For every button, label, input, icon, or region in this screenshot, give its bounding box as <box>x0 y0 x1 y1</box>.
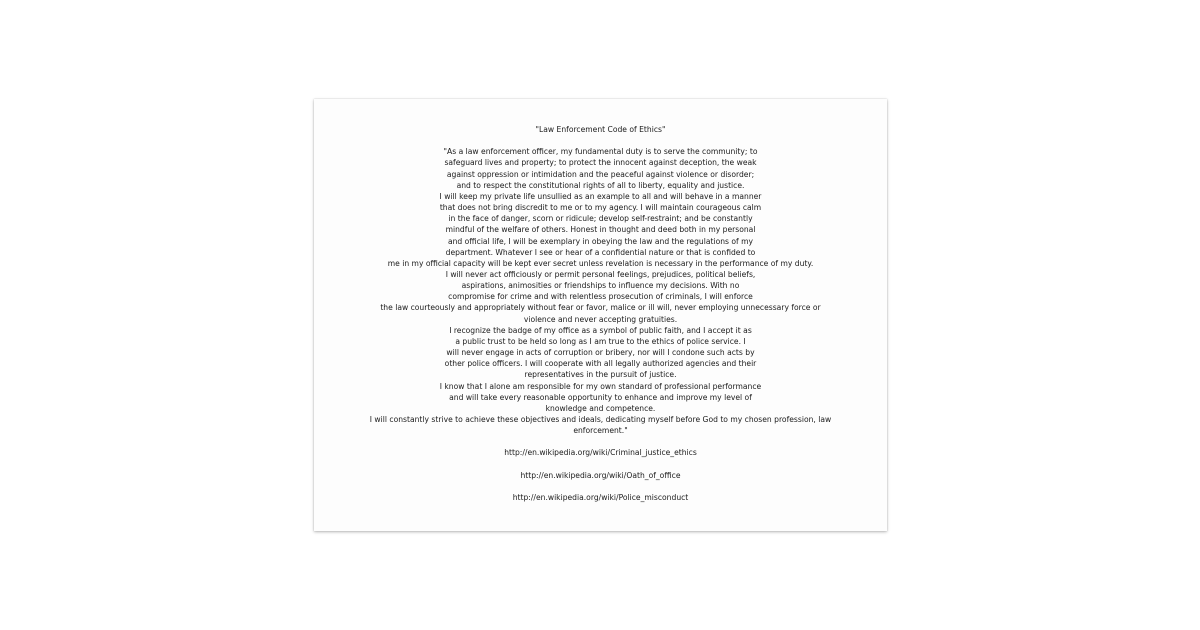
body-line: knowledge and competence. <box>545 403 656 413</box>
reference-link-police-misconduct: http://en.wikipedia.org/wiki/Police_misconduct <box>512 492 689 502</box>
body-line: safeguard lives and property; to protect the innocent against deception, the weak <box>444 158 757 168</box>
body-line: enforcement." <box>573 426 628 436</box>
spacer <box>314 436 887 447</box>
body-line: the law courteously and appropriately without fear or favor, malice or ill will, never employing unnecessary force or <box>380 303 821 313</box>
body-line: and to respect the constitutional rights of all to liberty, equality and justice. <box>456 180 745 190</box>
document-title: "Law Enforcement Code of Ethics" <box>535 125 666 134</box>
reference-link-criminal-justice-ethics: http://en.wikipedia.org/wiki/Criminal_justice_ethics <box>504 448 697 458</box>
spacer <box>314 459 887 470</box>
body-line: compromise for crime and with relentless prosecution of criminals, I will enforce <box>448 292 753 302</box>
body-line: I will never act officiously or permit personal feelings, prejudices, political beliefs, <box>445 270 756 280</box>
body-line: I know that I alone am responsible for my own standard of professional performance <box>439 381 762 391</box>
body-line: me in my official capacity will be kept ever secret unless revelation is necessary in the performance of my duty. <box>387 258 814 268</box>
body-line: violence and never accepting gratuities. <box>523 314 678 324</box>
body-line: "As a law enforcement officer, my fundamental duty is to serve the community; to <box>443 147 758 157</box>
body-line: a public trust to be held so long as I am true to the ethics of police service. I <box>455 336 746 346</box>
body-line: and will take every reasonable opportunity to enhance and improve my level of <box>449 392 752 402</box>
body-line: other police officers. I will cooperate with all legally authorized agencies and their <box>444 359 757 369</box>
document-content <box>314 124 887 503</box>
body-line: will never engage in acts of corruption or bribery, nor will I condone such acts by <box>446 348 755 358</box>
reference-link-oath-of-office: http://en.wikipedia.org/wiki/Oath_of_office <box>520 470 681 480</box>
body-line: I recognize the badge of my office as a symbol of public faith, and I accept it as <box>449 325 752 335</box>
body-line: department. Whatever I see or hear of a confidential nature or that is confided to <box>445 247 756 257</box>
document-card <box>314 99 887 531</box>
spacer <box>314 481 887 492</box>
body-line: mindful of the welfare of others. Honest in thought and deed both in my personal <box>445 225 756 235</box>
body-line: I will keep my private life unsullied as an example to all and will behave in a manner <box>439 191 762 201</box>
body-line: representatives in the pursuit of justice. <box>524 370 677 380</box>
body-line: and official life, I will be exemplary in obeying the law and the regulations of my <box>447 236 754 246</box>
body-line: I will constantly strive to achieve these objectives and ideals, dedicating myself before God to my chosen profession, law <box>369 415 832 425</box>
body-line: in the face of danger, scorn or ridicule; develop self-restraint; and be constantly <box>448 214 753 224</box>
spacer <box>314 135 887 146</box>
body-line: against oppression or intimidation and the peaceful against violence or disorder; <box>446 169 755 179</box>
body-line: that does not bring discredit to me or to my agency. I will maintain courageous calm <box>439 203 762 213</box>
body-line: aspirations, animosities or friendships to influence my decisions. With no <box>461 281 740 291</box>
